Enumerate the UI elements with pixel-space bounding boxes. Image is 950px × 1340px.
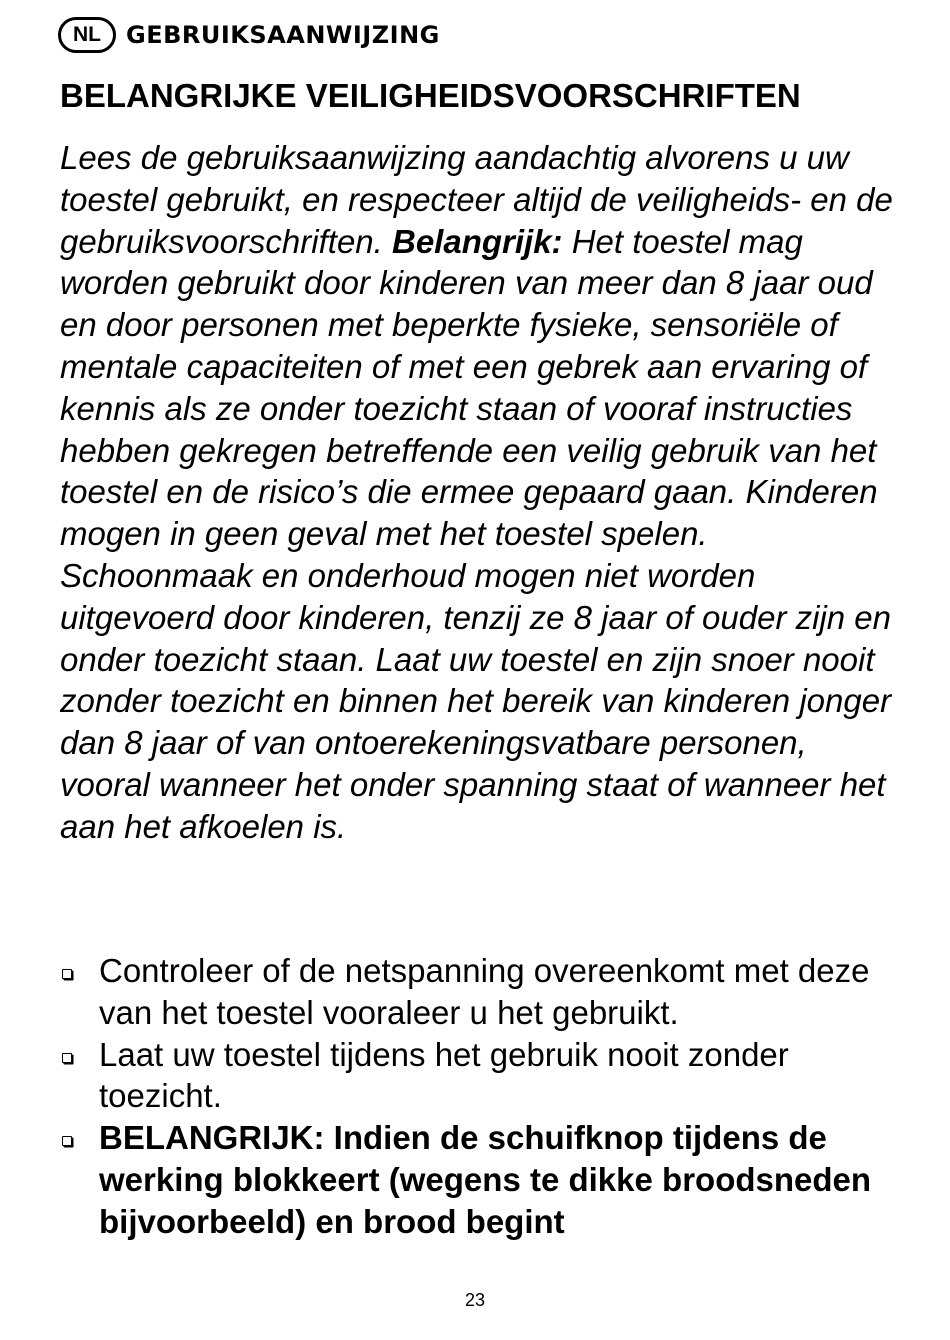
checkbox-bullet-icon — [62, 1136, 72, 1146]
list-item — [60, 1034, 900, 1118]
bullet-text: Controleer of de netspanning overeenkomt met deze van het toestel vooraleer u het gebruikt. — [99, 952, 870, 1031]
list-item — [60, 950, 900, 1034]
bullet-text: Laat uw toestel tijdens het gebruik nooit zonder toezicht. — [99, 1035, 789, 1115]
section-title: BELANGRIJKE VEILIGHEIDSVOORSCHRIFTEN — [60, 77, 801, 114]
language-badge: NL — [58, 17, 116, 53]
page-number: 23 — [464, 1290, 486, 1310]
intro-paragraph — [60, 137, 900, 848]
bullet-list — [60, 950, 900, 1243]
bullet-text: BELANGRIJK: Indien de schuifknop tijdens de werking blokkeert (wegens te dikke broodsneden bijvoorbeeld) en brood begint — [99, 1119, 872, 1240]
page-header — [58, 14, 440, 56]
intro-text-before: Lees de gebruiksaanwijzing aandachtig alvorens u uw toestel gebruikt, en respecteer altijd de veiligheids- en de gebruiksvoorschriften. — [60, 139, 893, 260]
checkbox-bullet-icon — [62, 1053, 72, 1063]
intro-strong-label: Belangrijk: — [392, 222, 563, 260]
checkbox-bullet-icon — [62, 969, 72, 979]
header-title: GEBRUIKSAANWIJZING — [126, 21, 440, 49]
list-item — [60, 1117, 900, 1242]
intro-text-after: Het toestel mag worden gebruikt door kinderen van meer dan 8 jaar oud en door personen met beperkte fysieke, sensoriële of mentale capaciteiten of met een gebrek aan ervaring of kennis als ze onder toezicht staan of vooraf instructies hebben gekregen betreffende een veilig gebruik van het toestel en de risico’s die ermee gepaard gaan. Kinderen mogen in geen geval met het toestel spelen. Schoonmaak en onderhoud mogen niet worden uitgevoerd door kinderen, tenzij ze 8 jaar of ouder zijn en onder toezicht staan. Laat uw toestel en zijn snoer nooit zonder toezicht en binnen het bereik van kinderen jonger dan 8 jaar of van ontoerekeningsvatbare personen, vooral wanneer het onder spanning staat of wanneer het aan het afkoelen is. — [60, 222, 892, 845]
